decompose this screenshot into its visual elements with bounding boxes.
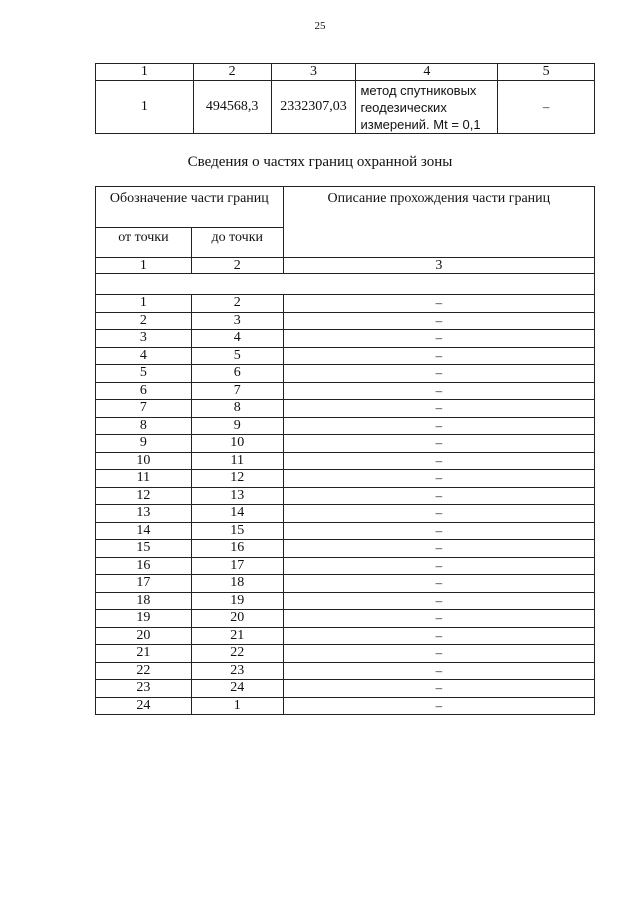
to-point: 8 xyxy=(191,400,283,418)
coordinates-header-row xyxy=(96,64,595,81)
coord-y: 2332307,03 xyxy=(271,81,356,134)
table-row xyxy=(96,505,595,523)
table-row xyxy=(96,470,595,488)
table-row xyxy=(96,347,595,365)
header-from: от точки xyxy=(96,228,192,258)
to-point: 19 xyxy=(191,592,283,610)
from-point: 13 xyxy=(96,505,192,523)
col-header-3: 3 xyxy=(271,64,356,81)
spacer-cell xyxy=(96,274,595,295)
from-point: 24 xyxy=(96,697,192,715)
from-point: 17 xyxy=(96,575,192,593)
description: – xyxy=(283,505,594,523)
extra-value: – xyxy=(498,81,595,134)
col-number-2: 2 xyxy=(191,258,283,274)
description: – xyxy=(283,662,594,680)
description: – xyxy=(283,592,594,610)
to-point: 22 xyxy=(191,645,283,663)
col-header-4: 4 xyxy=(356,64,498,81)
from-point: 23 xyxy=(96,680,192,698)
table-row xyxy=(96,575,595,593)
table-row xyxy=(96,627,595,645)
table-row xyxy=(96,592,595,610)
to-point: 18 xyxy=(191,575,283,593)
table-row xyxy=(96,365,595,383)
from-point: 1 xyxy=(96,295,192,313)
to-point: 20 xyxy=(191,610,283,628)
coordinates-table xyxy=(95,63,595,134)
from-point: 7 xyxy=(96,400,192,418)
from-point: 10 xyxy=(96,452,192,470)
to-point: 5 xyxy=(191,347,283,365)
from-point: 19 xyxy=(96,610,192,628)
to-point: 17 xyxy=(191,557,283,575)
description: – xyxy=(283,575,594,593)
description: – xyxy=(283,627,594,645)
from-point: 11 xyxy=(96,470,192,488)
spacer-row xyxy=(96,274,595,295)
from-point: 4 xyxy=(96,347,192,365)
description: – xyxy=(283,435,594,453)
from-point: 14 xyxy=(96,522,192,540)
header-designation: Обозначение части границ xyxy=(96,187,284,228)
header-to: до точки xyxy=(191,228,283,258)
table-row xyxy=(96,680,595,698)
to-point: 1 xyxy=(191,697,283,715)
to-point: 13 xyxy=(191,487,283,505)
from-point: 12 xyxy=(96,487,192,505)
to-point: 11 xyxy=(191,452,283,470)
coordinates-row xyxy=(96,81,595,134)
table-row xyxy=(96,487,595,505)
method-line-2: геодезических xyxy=(360,99,447,115)
description: – xyxy=(283,645,594,663)
to-point: 7 xyxy=(191,382,283,400)
table-row xyxy=(96,697,595,715)
description: – xyxy=(283,522,594,540)
to-point: 24 xyxy=(191,680,283,698)
from-point: 2 xyxy=(96,312,192,330)
description: – xyxy=(283,382,594,400)
to-point: 15 xyxy=(191,522,283,540)
from-point: 16 xyxy=(96,557,192,575)
to-point: 9 xyxy=(191,417,283,435)
to-point: 10 xyxy=(191,435,283,453)
to-point: 2 xyxy=(191,295,283,313)
from-point: 18 xyxy=(96,592,192,610)
description: – xyxy=(283,610,594,628)
table-row xyxy=(96,435,595,453)
description: – xyxy=(283,680,594,698)
col-number-3: 3 xyxy=(283,258,594,274)
method-cell xyxy=(356,81,498,134)
col-header-5: 5 xyxy=(498,64,595,81)
to-point: 16 xyxy=(191,540,283,558)
table-row xyxy=(96,522,595,540)
from-point: 6 xyxy=(96,382,192,400)
table-row xyxy=(96,452,595,470)
coord-x: 494568,3 xyxy=(193,81,271,134)
description: – xyxy=(283,365,594,383)
description: – xyxy=(283,295,594,313)
parts-table xyxy=(95,186,595,715)
to-point: 6 xyxy=(191,365,283,383)
table-row xyxy=(96,645,595,663)
description: – xyxy=(283,417,594,435)
section-title: Сведения о частях границ охранной зоны xyxy=(187,154,453,170)
col-header-2: 2 xyxy=(193,64,271,81)
col-number-1: 1 xyxy=(96,258,192,274)
to-point: 23 xyxy=(191,662,283,680)
table-row xyxy=(96,382,595,400)
table-row xyxy=(96,330,595,348)
from-point: 5 xyxy=(96,365,192,383)
description: – xyxy=(283,540,594,558)
header-description: Описание прохождения части границ xyxy=(283,187,594,258)
parts-header-row xyxy=(96,187,595,228)
point-number: 1 xyxy=(96,81,194,134)
page-number: 25 xyxy=(314,20,326,32)
description: – xyxy=(283,470,594,488)
from-point: 20 xyxy=(96,627,192,645)
table-row xyxy=(96,312,595,330)
table-row xyxy=(96,417,595,435)
method-line-3: измерений. Mt = 0,1 xyxy=(360,116,481,132)
column-numbers-row xyxy=(96,258,595,274)
to-point: 12 xyxy=(191,470,283,488)
parts-body xyxy=(96,295,595,715)
description: – xyxy=(283,347,594,365)
table-row xyxy=(96,662,595,680)
table-row xyxy=(96,557,595,575)
description: – xyxy=(283,557,594,575)
table-row xyxy=(96,540,595,558)
from-point: 21 xyxy=(96,645,192,663)
from-point: 15 xyxy=(96,540,192,558)
from-point: 3 xyxy=(96,330,192,348)
description: – xyxy=(283,330,594,348)
method-line-1: метод спутниковых xyxy=(360,82,477,98)
from-point: 8 xyxy=(96,417,192,435)
description: – xyxy=(283,452,594,470)
to-point: 14 xyxy=(191,505,283,523)
table-row xyxy=(96,610,595,628)
description: – xyxy=(283,697,594,715)
table-row xyxy=(96,295,595,313)
description: – xyxy=(283,312,594,330)
from-point: 22 xyxy=(96,662,192,680)
col-header-1: 1 xyxy=(96,64,194,81)
description: – xyxy=(283,400,594,418)
table-row xyxy=(96,400,595,418)
from-point: 9 xyxy=(96,435,192,453)
to-point: 21 xyxy=(191,627,283,645)
to-point: 3 xyxy=(191,312,283,330)
description: – xyxy=(283,487,594,505)
to-point: 4 xyxy=(191,330,283,348)
